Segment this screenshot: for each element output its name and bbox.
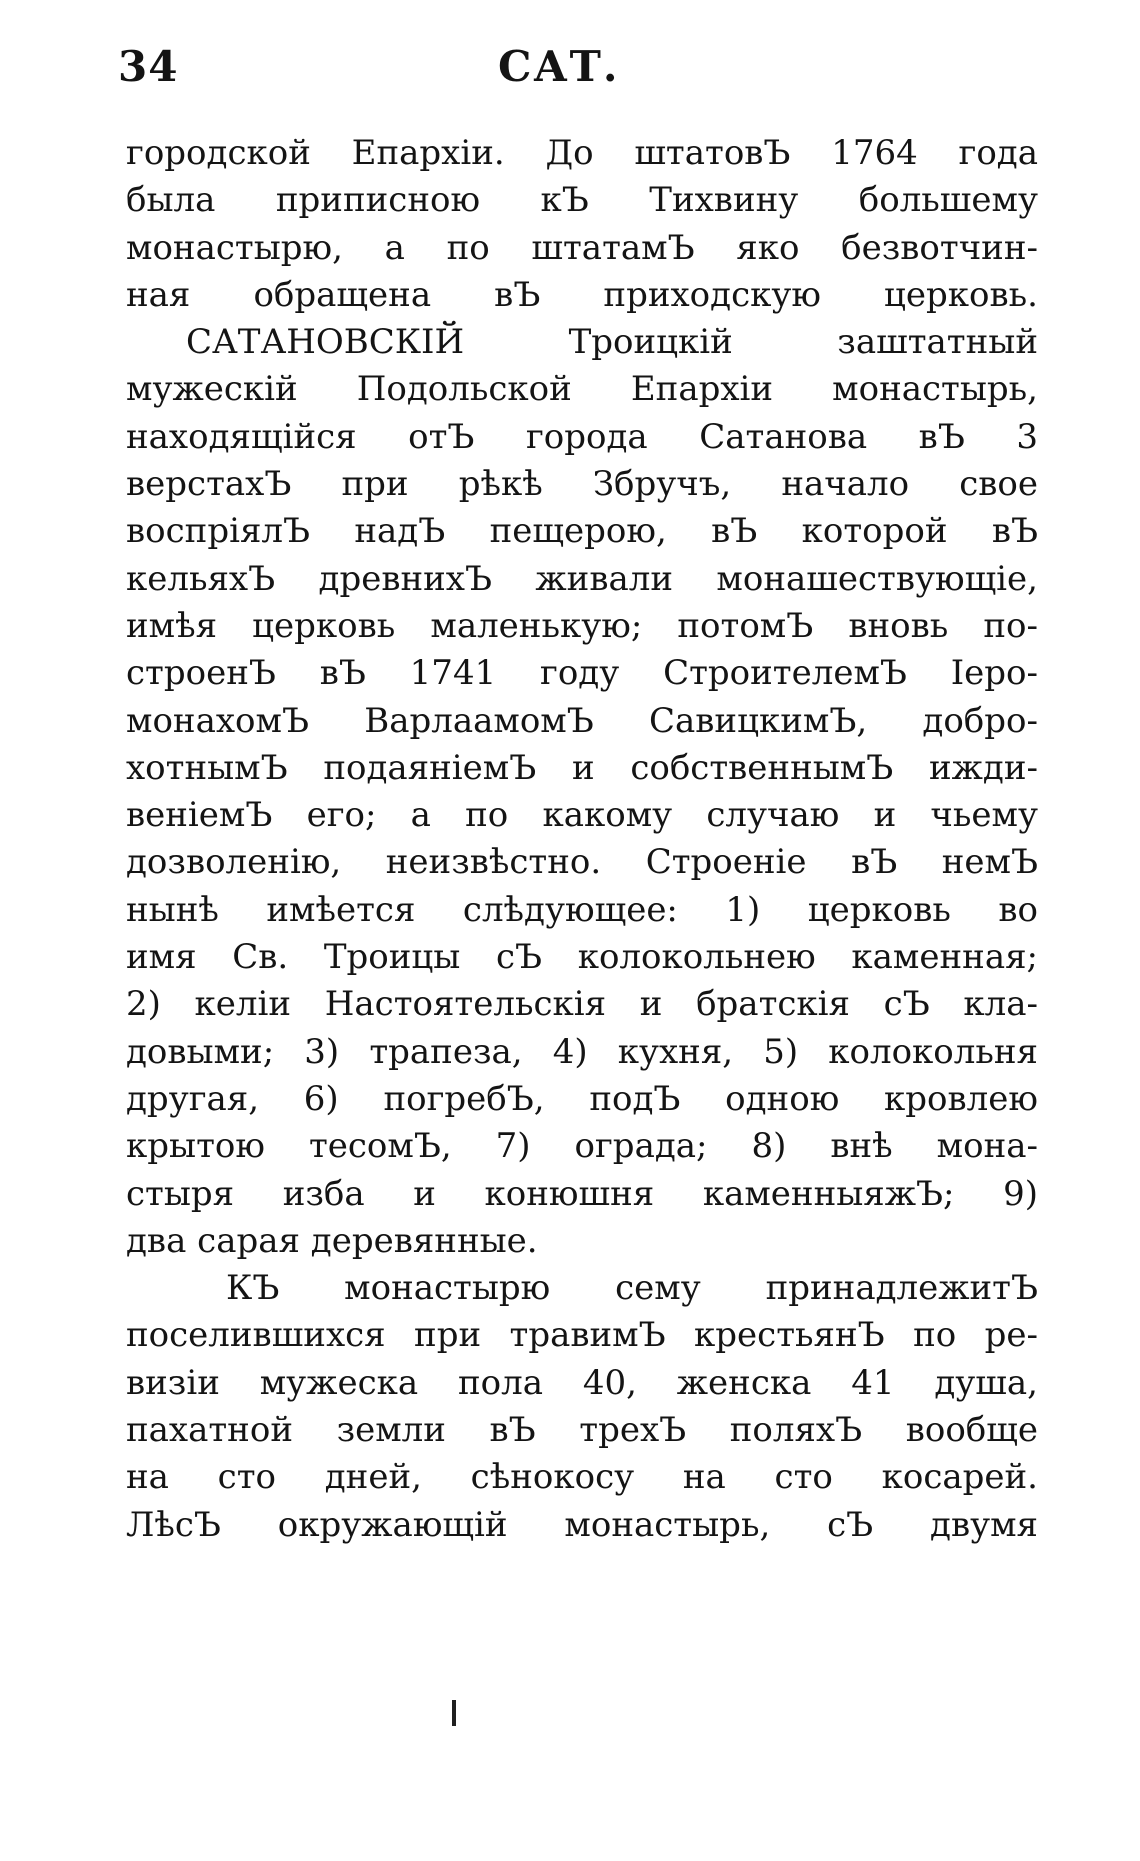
text-line: 2) келіи Настоятельскія и братскія сЪ кла-: [126, 984, 1038, 1025]
text-line: довыми; 3) трапеза, 4) кухня, 5) колокольня: [126, 1031, 1038, 1072]
text-line: мужескій Подольской Епархіи монастырь,: [126, 369, 1038, 410]
text-line: крытою тесомЪ, 7) ограда; 8) внѣ мона-: [126, 1126, 1038, 1167]
text-line: пахатной земли вЪ трехЪ поляхЪ вообще: [126, 1410, 1038, 1451]
text-line: другая, 6) погребЪ, подЪ одною кровлею: [126, 1078, 1038, 1119]
text-line: монастырю, а по штатамЪ яко безвотчин-: [126, 227, 1038, 268]
text-line: ЛѣсЪ окружающій монастырь, сЪ двумя: [126, 1504, 1038, 1545]
text-line: верстахЪ при рѣкѣ Збручъ, начало свое: [126, 464, 1038, 505]
running-head: САТ.: [498, 42, 620, 91]
text-line: на сто дней, сѣнокосу на сто косарей.: [126, 1457, 1038, 1498]
footer-mark: [452, 1700, 456, 1726]
text-line: имѣя церковь маленькую; потомЪ вновь по-: [126, 605, 1038, 646]
text-line: была приписною кЪ Тихвину большему: [126, 180, 1038, 221]
text-line: САТАНОВСКІЙ Троицкій заштатный: [186, 322, 1038, 363]
text-line: имя Св. Троицы сЪ колокольнею каменная;: [126, 937, 1038, 978]
body-text: [126, 130, 1038, 1549]
text-line: хотнымЪ подаяніемЪ и собственнымЪ ижди-: [126, 747, 1038, 788]
text-line: нынѣ имѣется слѣдующее: 1) церковь во: [126, 889, 1038, 930]
page-header: [118, 42, 1018, 102]
text-line: КЪ монастырю сему принадлежитЪ: [226, 1268, 1038, 1309]
text-line: дозволенію, неизвѣстно. Строеніе вЪ немЪ: [126, 842, 1038, 883]
page-number: 34: [118, 42, 179, 91]
text-line: монахомЪ ВарлаамомЪ СавицкимЪ, добро-: [126, 700, 1038, 741]
text-line: воспріялЪ надЪ пещерою, вЪ которой вЪ: [126, 511, 1038, 552]
text-line: два сарая деревянные.: [126, 1220, 538, 1261]
text-line: ная обращена вЪ приходскую церковь.: [126, 274, 1038, 315]
text-line: городской Епархіи. До штатовЪ 1764 года: [126, 133, 1038, 173]
text-line: визіи мужеска пола 40, женска 41 душа,: [126, 1362, 1038, 1403]
text-line: поселившихся при травимЪ крестьянЪ по ре-: [126, 1315, 1038, 1356]
text-line: строенЪ вЪ 1741 году СтроителемЪ Іеро-: [126, 653, 1038, 694]
text-line: кельяхЪ древнихЪ живали монашествующіе,: [126, 558, 1038, 599]
text-line: находящійся отЪ города Сатанова вЪ 3: [126, 416, 1038, 457]
text-line: веніемЪ его; а по какому случаю и чьему: [126, 795, 1038, 836]
text-line: стыря изба и конюшня каменныяжЪ; 9): [126, 1173, 1038, 1214]
